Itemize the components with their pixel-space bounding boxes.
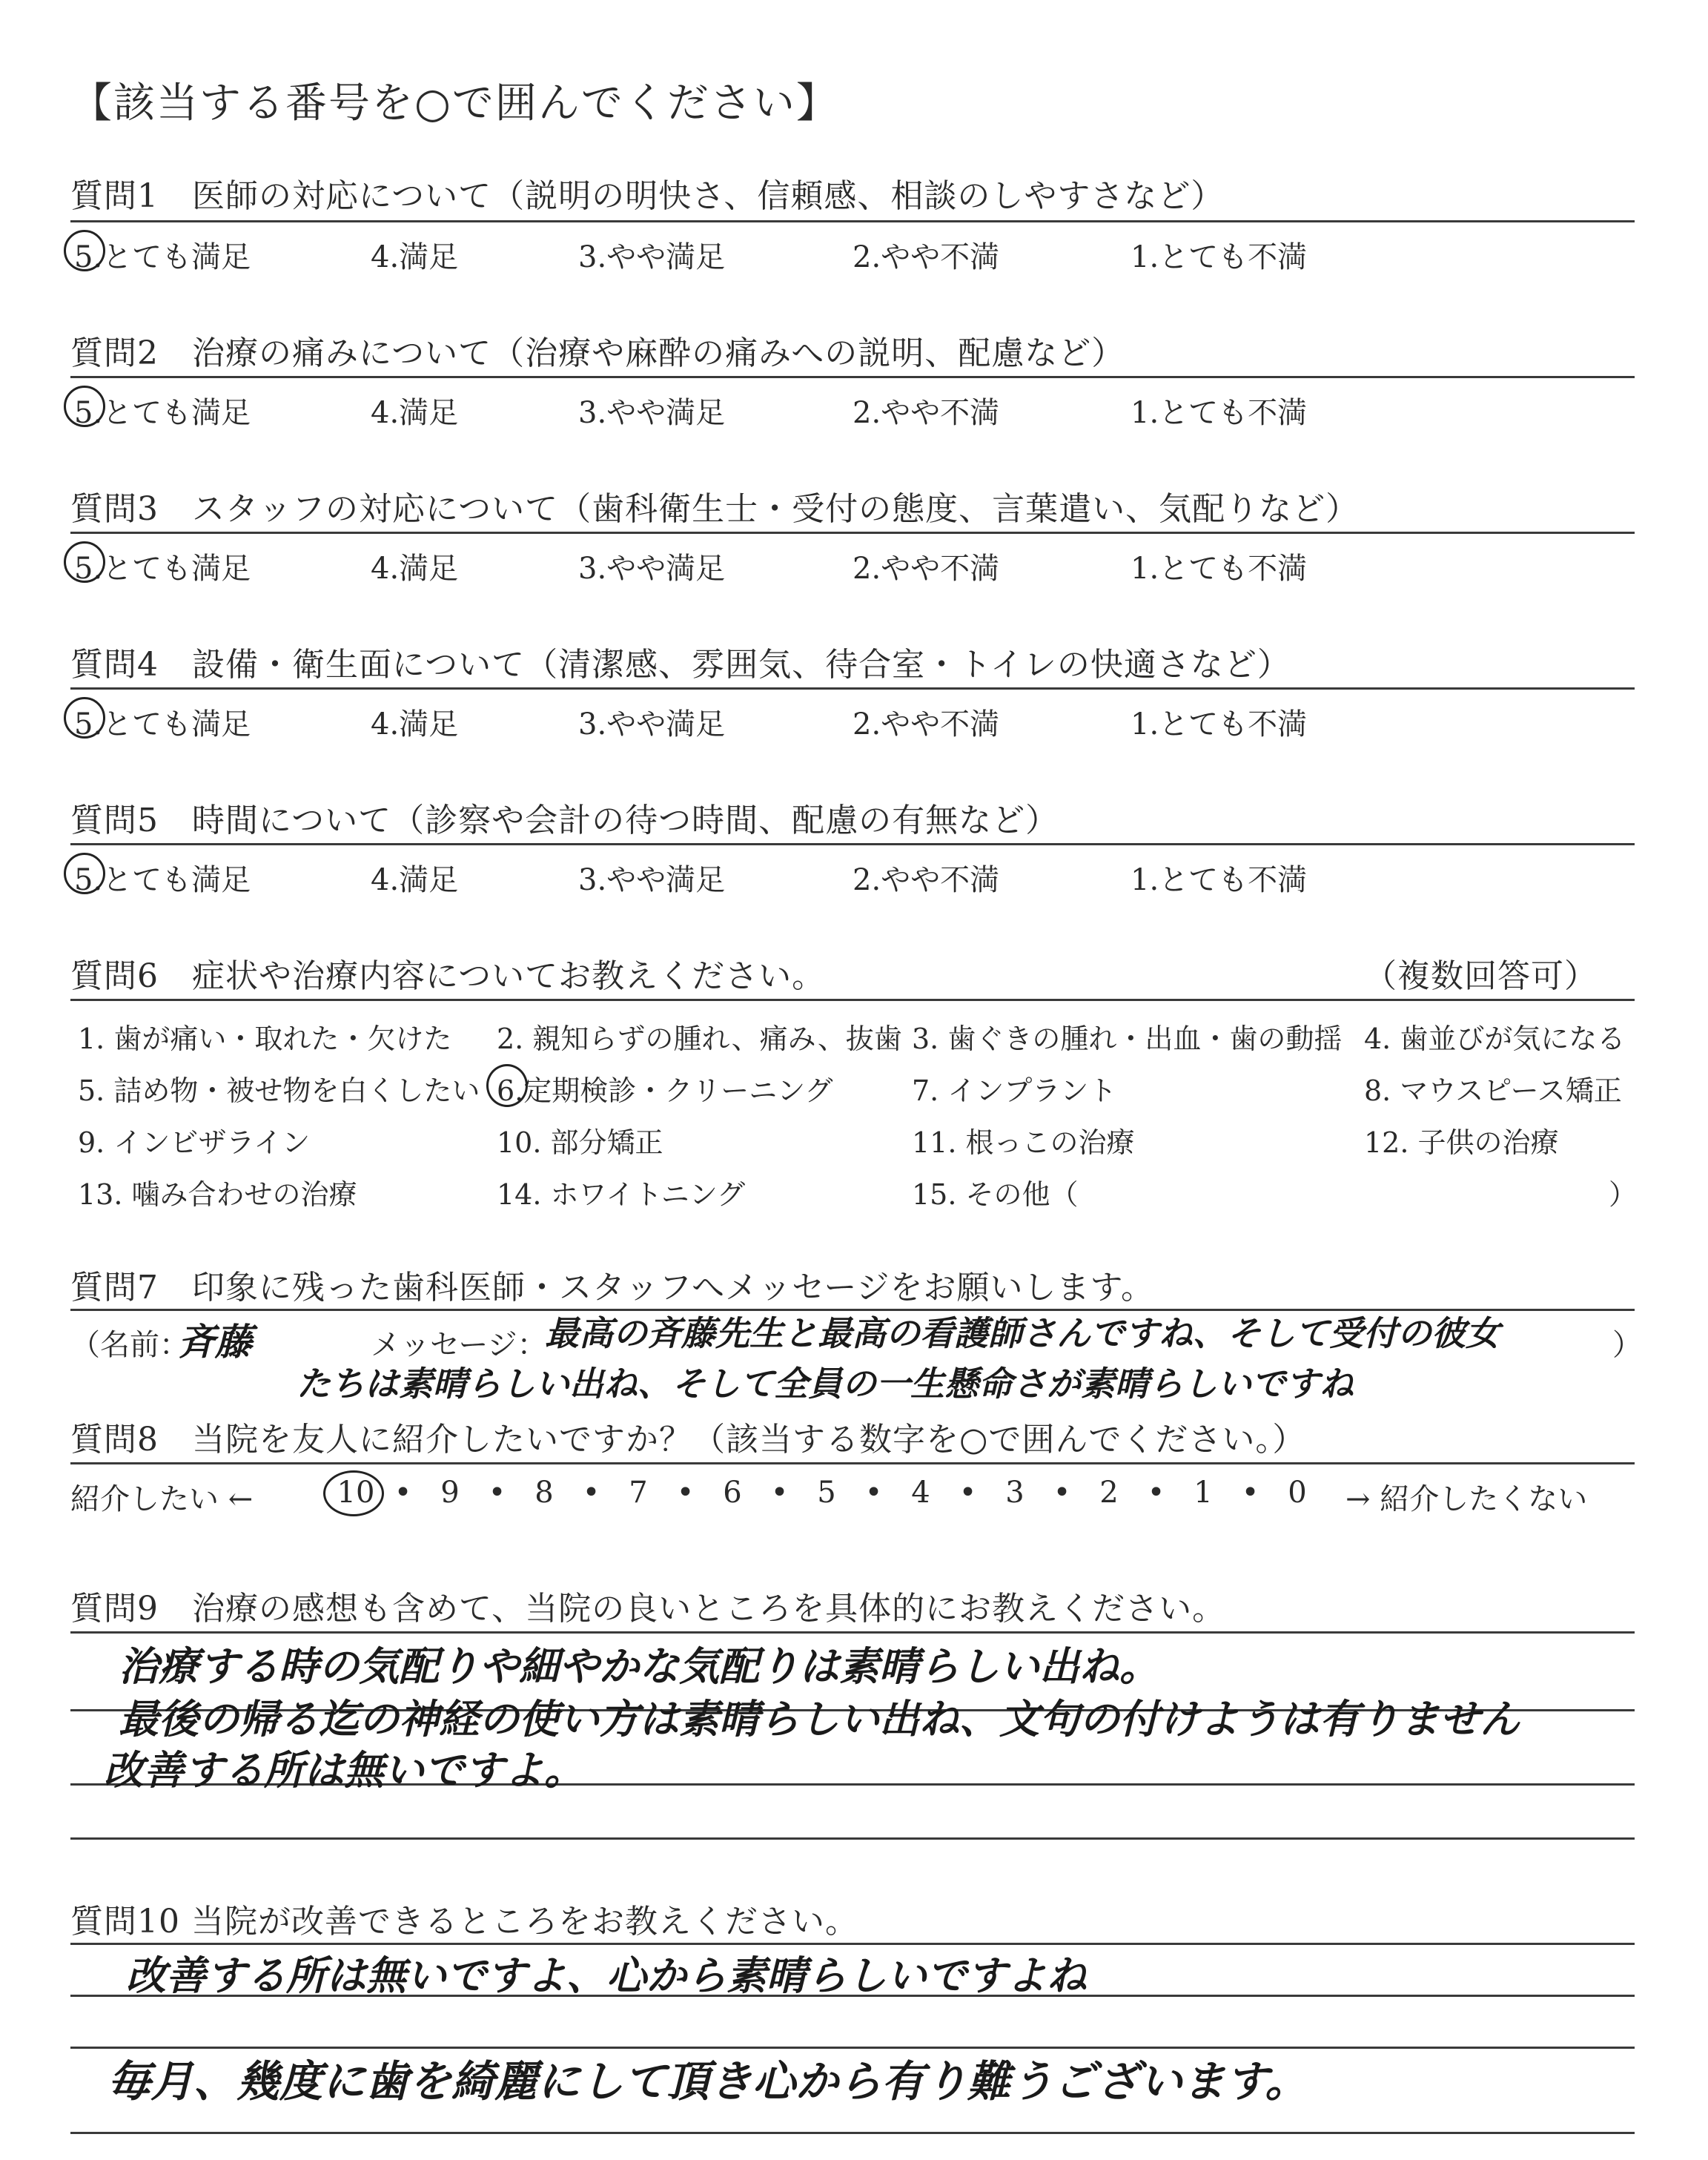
q5-option-1[interactable]: 1.とても不満: [1131, 863, 1308, 897]
dot-separator: •: [394, 1476, 412, 1510]
q4-option-2[interactable]: 2.やや不満: [853, 707, 1000, 742]
q4-option-3[interactable]: 3.やや満足: [578, 707, 726, 742]
question-6: 質問6 症状や治療内容についてお教えください。: [70, 957, 826, 995]
q6-item-9[interactable]: 9. インビザライン: [78, 1126, 311, 1159]
q6-item-6[interactable]: 6.定期検診・クリーニング: [497, 1074, 833, 1107]
divider: [70, 687, 1635, 690]
q10-answer-line-1[interactable]: 改善する所は無いですよ、心から素晴らしいですよね: [126, 1952, 1087, 1999]
q6-item-11[interactable]: 11. 根っこの治療: [912, 1126, 1135, 1159]
q1-option-5[interactable]: 5.とても満足: [74, 240, 251, 274]
q7-message-label: メッセージ：: [371, 1328, 547, 1362]
q6-item-7[interactable]: 7. インプラント: [912, 1074, 1117, 1107]
q5-option-3[interactable]: 3.やや満足: [578, 863, 726, 897]
q2-option-5[interactable]: 5.とても満足: [74, 396, 251, 430]
selection-circle: [64, 853, 105, 894]
q6-item-12[interactable]: 12. 子供の治療: [1364, 1126, 1559, 1159]
selection-circle: [64, 697, 105, 739]
question-7: 質問7 印象に残った歯科医師・スタッフへメッセージをお願いします。: [70, 1269, 1154, 1307]
selection-circle: [64, 541, 105, 583]
dot-separator: •: [676, 1476, 695, 1510]
divider: [70, 1462, 1635, 1464]
selection-circle: [323, 1470, 384, 1516]
divider: [70, 2132, 1635, 2134]
q7-close-paren: ）: [1612, 1328, 1642, 1362]
q7-message-line-2[interactable]: たちは素晴らしい出ね、そして全員の一生懸命さが素晴らしいですね: [297, 1364, 1354, 1404]
q6-note: （複数回答可）: [1364, 957, 1598, 995]
q8-right-label: → 紹介したくない: [1345, 1482, 1588, 1516]
q9-answer-line-3[interactable]: 改善する所は無いですよ。: [104, 1747, 584, 1794]
q8-scale-0[interactable]: 0: [1288, 1476, 1307, 1510]
selection-circle: [486, 1064, 528, 1107]
form-title: 【該当する番号を○で囲んでください】: [70, 79, 839, 128]
q6-item-1[interactable]: 1. 歯が痛い・取れた・欠けた: [78, 1023, 452, 1055]
q10-answer-line-2[interactable]: 毎月、幾度に歯を綺麗にして頂き心から有り難うございます。: [107, 2056, 1308, 2107]
q9-answer-line-1[interactable]: 治療する時の気配りや細やかな気配りは素晴らしい出ね。: [119, 1643, 1159, 1690]
selection-circle: [64, 230, 105, 271]
selection-circle: [64, 386, 105, 427]
q3-option-5[interactable]: 5.とても満足: [74, 552, 251, 586]
q1-option-3[interactable]: 3.やや満足: [578, 240, 726, 274]
question-10: 質問10 当院が改善できるところをお教えください。: [70, 1903, 858, 1941]
question-4: 質問4 設備・衛生面について（清潔感、雰囲気、待合室・トイレの快適さなど）: [70, 646, 1291, 684]
q8-scale-3[interactable]: 3: [1005, 1476, 1025, 1510]
q4-option-1[interactable]: 1.とても不満: [1131, 707, 1308, 742]
q2-option-3[interactable]: 3.やや満足: [578, 396, 726, 430]
q8-scale-6[interactable]: 6: [723, 1476, 742, 1510]
q5-option-4[interactable]: 4.満足: [371, 863, 459, 897]
dot-separator: •: [1147, 1476, 1165, 1510]
q8-scale-10[interactable]: 10: [337, 1476, 375, 1510]
q8-scale-8[interactable]: 8: [534, 1476, 554, 1510]
q8-scale-4[interactable]: 4: [911, 1476, 930, 1510]
divider: [70, 1837, 1635, 1840]
q6-item-4[interactable]: 4. 歯並びが気になる: [1364, 1023, 1626, 1055]
q1-option-1[interactable]: 1.とても不満: [1131, 240, 1308, 274]
q1-option-4[interactable]: 4.満足: [371, 240, 459, 274]
dot-separator: •: [582, 1476, 600, 1510]
dot-separator: •: [1053, 1476, 1071, 1510]
q6-item-15[interactable]: 15. その他（: [912, 1178, 1079, 1211]
divider: [70, 999, 1635, 1001]
q3-option-4[interactable]: 4.満足: [371, 552, 459, 586]
q6-item-2[interactable]: 2. 親知らずの腫れ、痛み、抜歯: [497, 1023, 902, 1055]
q8-left-label: 紹介したい ←: [70, 1482, 254, 1516]
q2-option-2[interactable]: 2.やや不満: [853, 396, 1000, 430]
q3-option-1[interactable]: 1.とても不満: [1131, 552, 1308, 586]
q9-answer-line-2[interactable]: 最後の帰る迄の神経の使い方は素晴らしい出ね、文句の付けようは有りません: [119, 1696, 1520, 1743]
dot-separator: •: [864, 1476, 883, 1510]
divider: [70, 532, 1635, 534]
q8-scale-1[interactable]: 1: [1194, 1476, 1213, 1510]
q8-scale-7[interactable]: 7: [629, 1476, 648, 1510]
q6-item-10[interactable]: 10. 部分矯正: [497, 1126, 663, 1159]
divider: [70, 220, 1635, 222]
dot-separator: •: [959, 1476, 977, 1510]
q8-scale-2[interactable]: 2: [1099, 1476, 1119, 1510]
q8-scale-9[interactable]: 9: [440, 1476, 460, 1510]
question-8: 質問8 当院を友人に紹介したいですか？（該当する数字を○で囲んでください。）: [70, 1421, 1306, 1459]
divider: [70, 1631, 1635, 1634]
question-1: 質問1 医師の対応について（説明の明快さ、信頼感、相談のしやすさなど）: [70, 177, 1225, 215]
divider: [70, 376, 1635, 378]
q5-option-5[interactable]: 5.とても満足: [74, 863, 251, 897]
q8-scale-5[interactable]: 5: [817, 1476, 836, 1510]
question-3: 質問3 スタッフの対応について（歯科衛生士・受付の態度、言葉遣い、気配りなど）: [70, 490, 1360, 528]
q6-item-5[interactable]: 5. 詰め物・被せ物を白くしたい: [78, 1074, 480, 1107]
q5-option-2[interactable]: 2.やや不満: [853, 863, 1000, 897]
q2-option-4[interactable]: 4.満足: [371, 396, 459, 430]
question-5: 質問5 時間について（診察や会計の待つ時間、配慮の有無など）: [70, 802, 1059, 839]
question-9: 質問9 治療の感想も含めて、当院の良いところを具体的にお教えください。: [70, 1590, 1226, 1628]
q7-message-line-1[interactable]: 最高の斉藤先生と最高の看護師さんですね、そして受付の彼女: [545, 1313, 1500, 1353]
dot-separator: •: [1241, 1476, 1260, 1510]
q6-item-3[interactable]: 3. 歯ぐきの腫れ・出血・歯の動揺: [912, 1023, 1343, 1055]
q8-scale: [326, 1476, 1327, 1510]
dot-separator: •: [770, 1476, 789, 1510]
q6-item-8[interactable]: 8. マウスピース矯正: [1364, 1074, 1622, 1107]
q4-option-4[interactable]: 4.満足: [371, 707, 459, 742]
q6-item-14[interactable]: 14. ホワイトニング: [497, 1178, 746, 1211]
question-2: 質問2 治療の痛みについて（治療や麻酔の痛みへの説明、配慮など）: [70, 334, 1125, 372]
q6-item-13[interactable]: 13. 噛み合わせの治療: [78, 1178, 357, 1211]
q2-option-1[interactable]: 1.とても不満: [1131, 396, 1308, 430]
q6-item-15-close: ）: [1609, 1178, 1638, 1211]
q7-name-label: （名前：: [70, 1328, 189, 1362]
q3-option-2[interactable]: 2.やや不満: [853, 552, 1000, 586]
divider: [70, 843, 1635, 845]
q1-option-2[interactable]: 2.やや不満: [853, 240, 1000, 274]
dot-separator: •: [488, 1476, 506, 1510]
q4-option-5[interactable]: 5.とても満足: [74, 707, 251, 742]
q7-name-answer[interactable]: 斉藤: [178, 1321, 252, 1364]
q3-option-3[interactable]: 3.やや満足: [578, 552, 726, 586]
